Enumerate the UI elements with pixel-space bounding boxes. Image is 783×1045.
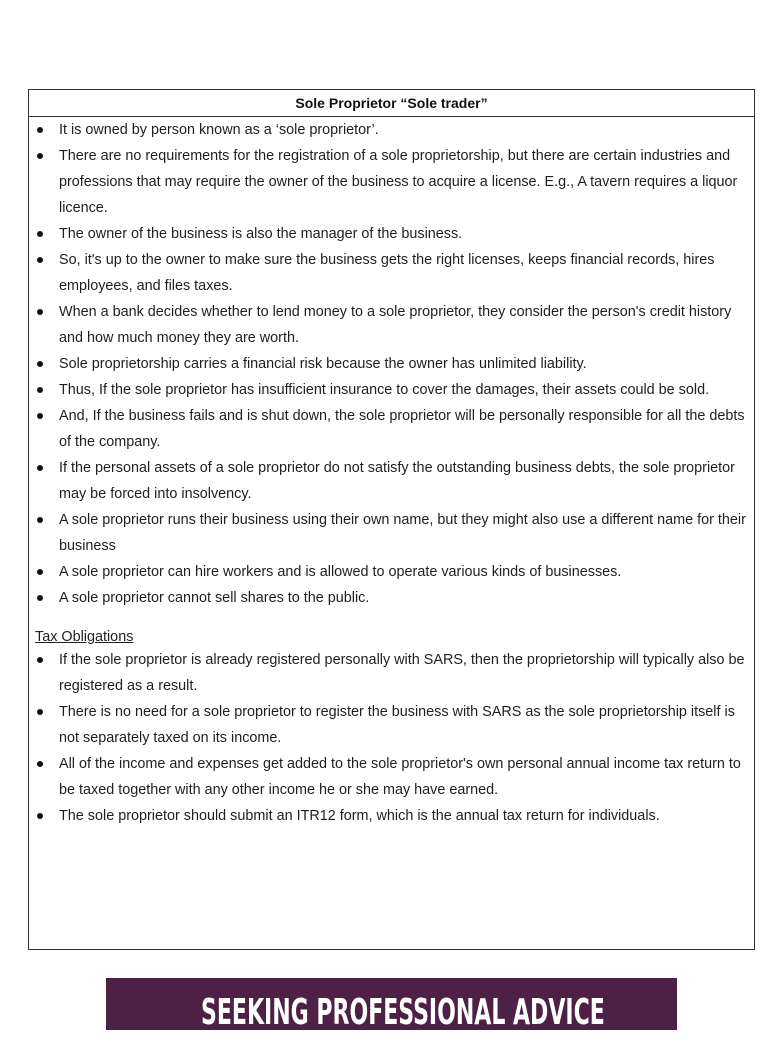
bullet-list-operations — [35, 507, 748, 611]
list-item: A sole proprietor runs their business using their own name, but they might also use a different name for their business — [35, 507, 748, 559]
list-item: If the sole proprietor is already registered personally with SARS, then the proprietorship will typically also be registered as a result. — [35, 647, 748, 699]
bullet-list-tax — [35, 647, 748, 829]
list-item: It is owned by person known as a ‘sole proprietor’. — [35, 117, 748, 143]
document-body — [29, 117, 754, 829]
list-item: So, it's up to the owner to make sure the business gets the right licenses, keeps financial records, hires employees, and files taxes. — [35, 247, 748, 299]
list-item: The owner of the business is also the manager of the business. — [35, 221, 748, 247]
document-title: Sole Proprietor “Sole trader” — [29, 90, 754, 117]
list-item: Sole proprietorship carries a financial risk because the owner has unlimited liability. — [35, 351, 748, 377]
banner-title: SEEKING PROFESSIONAL ADVICE — [201, 992, 605, 1030]
tax-obligations-heading: Tax Obligations — [35, 629, 134, 645]
list-item: A sole proprietor can hire workers and is allowed to operate various kinds of businesses. — [35, 559, 748, 585]
list-item: There are no requirements for the registration of a sole proprietorship, but there are certain industries and professions that may require the owner of the business to acquire a license. E.g., A tavern requires a liquor licence. — [35, 143, 748, 221]
list-item: All of the income and expenses get added to the sole proprietor's own personal annual income tax return to be taxed together with any other income he or she may have earned. — [35, 751, 748, 803]
list-item: Thus, If the sole proprietor has insufficient insurance to cover the damages, their assets could be sold. — [35, 377, 748, 403]
bullet-list-liability — [35, 299, 748, 507]
list-item: When a bank decides whether to lend money to a sole proprietor, they consider the person's credit history and how much money they are worth. — [35, 299, 748, 351]
bullet-list-ownership — [35, 117, 748, 299]
list-item: And, If the business fails and is shut down, the sole proprietor will be personally responsible for all the debts of the company. — [35, 403, 748, 455]
list-item: There is no need for a sole proprietor to register the business with SARS as the sole proprietorship itself is not separately taxed on its income. — [35, 699, 748, 751]
section-banner — [106, 978, 677, 1030]
list-item: The sole proprietor should submit an ITR12 form, which is the annual tax return for individuals. — [35, 803, 748, 829]
list-item: A sole proprietor cannot sell shares to the public. — [35, 585, 748, 611]
document-box — [28, 89, 755, 950]
list-item: If the personal assets of a sole proprietor do not satisfy the outstanding business debts, the sole proprietor may be forced into insolvency. — [35, 455, 748, 507]
